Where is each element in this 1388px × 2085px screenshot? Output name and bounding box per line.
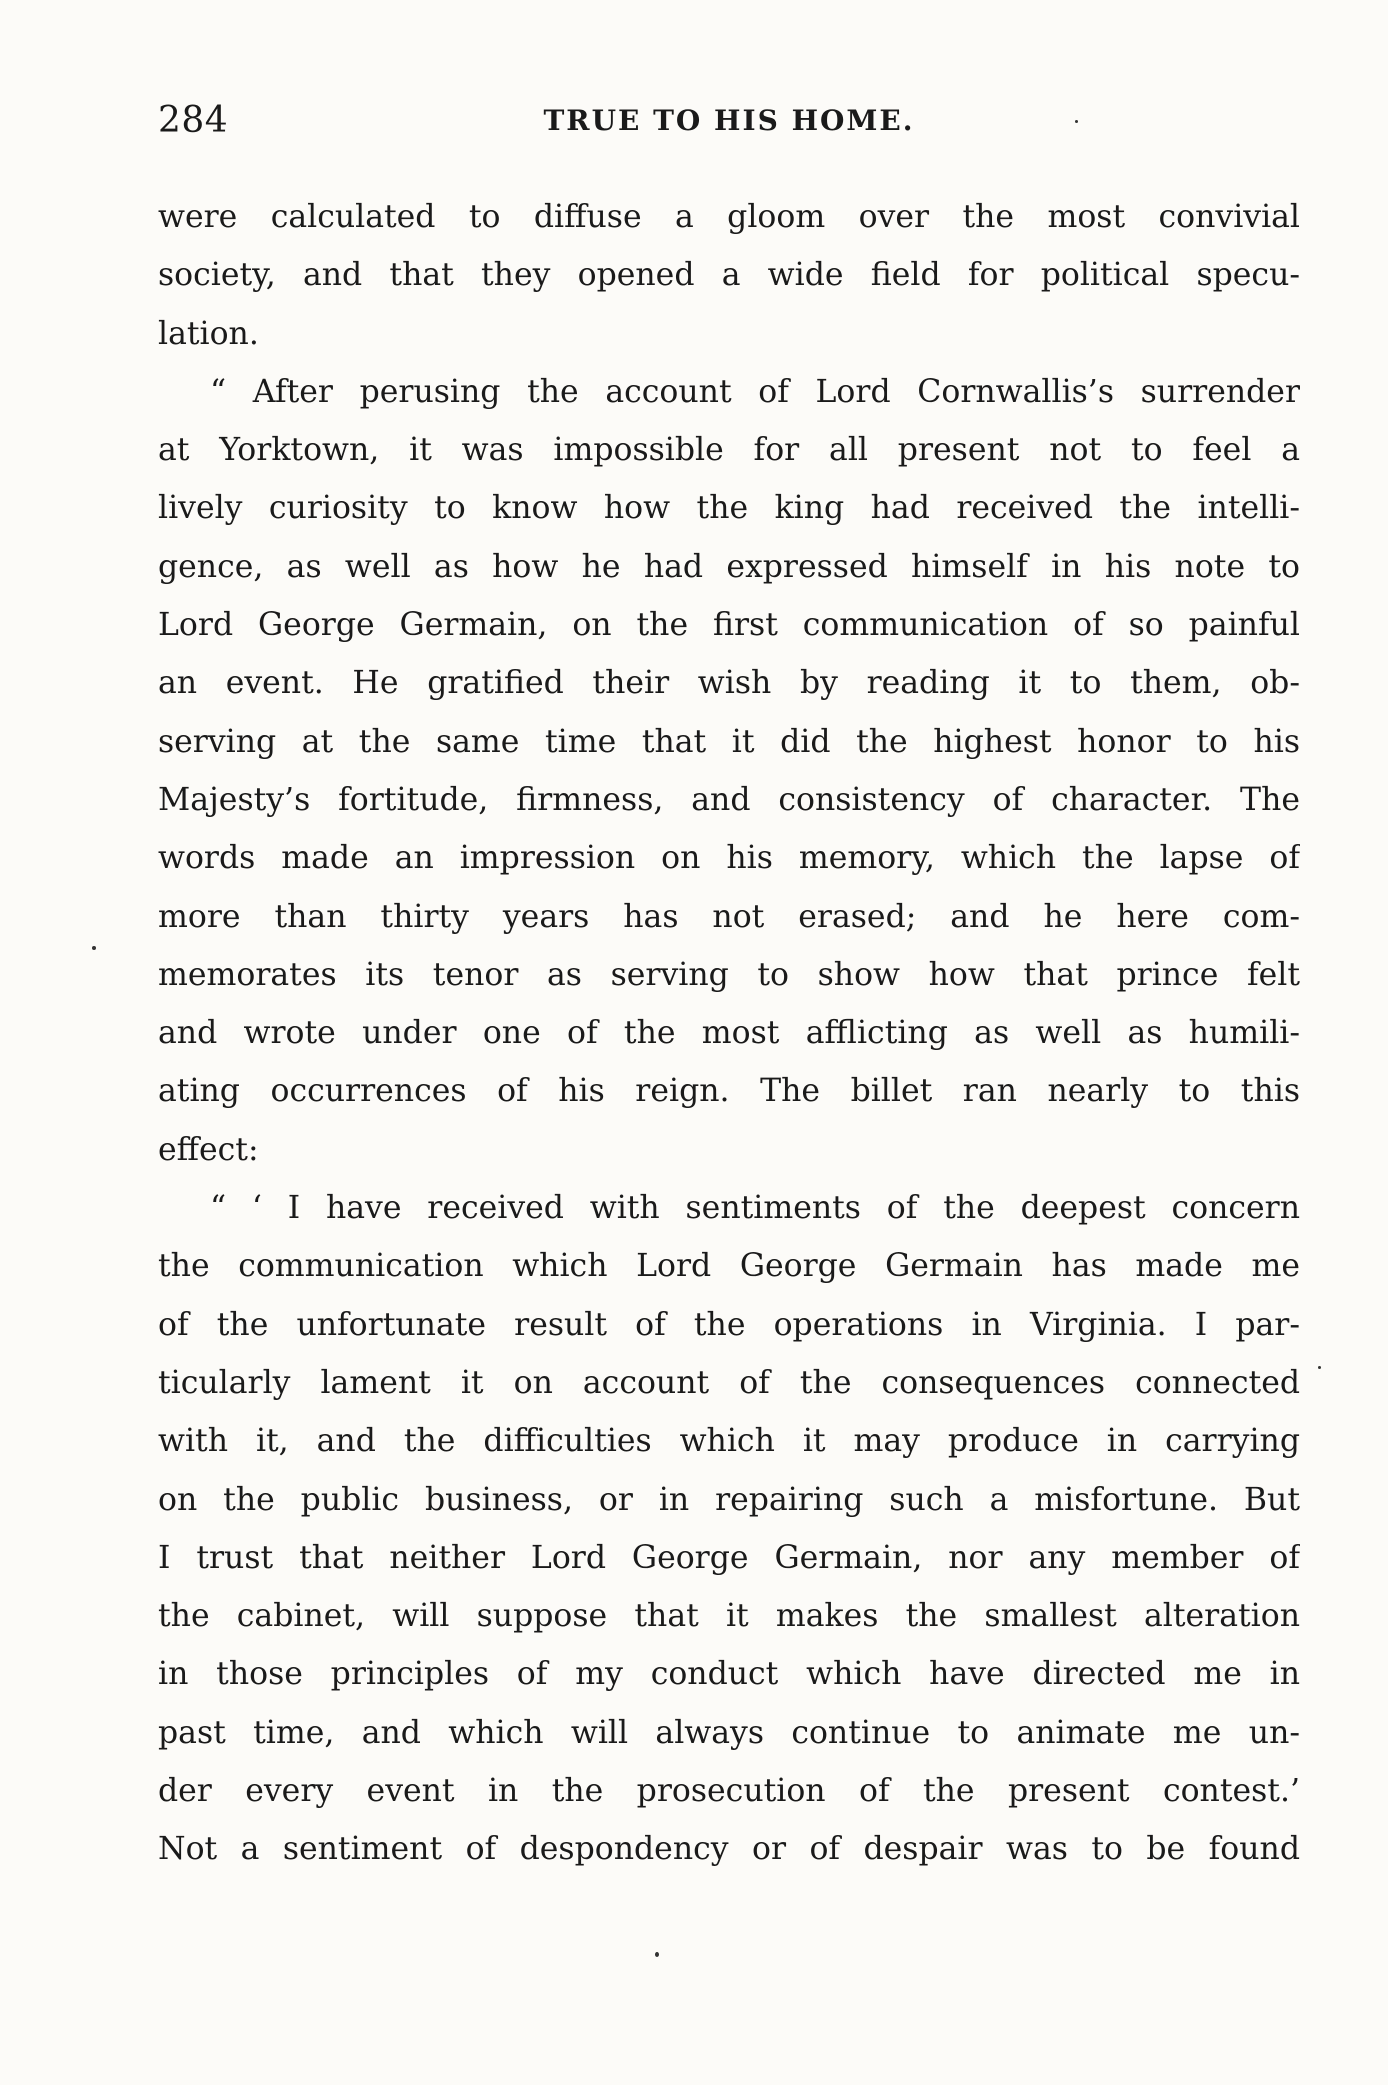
text-line: words made an impression on his memory, which the lapse of: [158, 840, 1300, 877]
text-line: effect:: [158, 1131, 259, 1168]
text-line: memorates its tenor as serving to show how that prince felt: [158, 956, 1300, 993]
text-line: society, and that they opened a wide field for political specu-: [158, 257, 1300, 294]
body-text: [158, 188, 1300, 1879]
ink-speck: [1318, 1366, 1321, 1369]
ink-speck: [655, 1952, 659, 1957]
text-line: Lord George Germain, on the first communication of so painful: [158, 607, 1300, 644]
text-line: on the public business, or in repairing such a misfortune. But: [158, 1481, 1300, 1518]
text-line: ticularly lament it on account of the consequences connected: [158, 1364, 1300, 1401]
running-title: TRUE TO HIS HOME.: [543, 104, 915, 137]
ink-speck: [1075, 120, 1078, 123]
text-line: der every event in the prosecution of the present contest.’: [158, 1773, 1300, 1810]
text-line: the communication which Lord George Germain has made me: [158, 1248, 1300, 1285]
text-line: Not a sentiment of despondency or of despair was to be found: [158, 1831, 1300, 1868]
text-line: of the unfortunate result of the operations in Virginia. I par-: [158, 1306, 1300, 1343]
paragraph-start-line: “ ‘ I have received with sentiments of the deepest concern: [210, 1190, 1300, 1227]
paragraph-start-line: “ After perusing the account of Lord Cornwallis’s surrender: [210, 373, 1300, 410]
text-line: were calculated to diffuse a gloom over the most convivial: [158, 199, 1300, 235]
text-line: lation.: [158, 315, 259, 352]
text-line: the cabinet, will suppose that it makes the smallest alteration: [158, 1598, 1300, 1635]
text-line: ating occurrences of his reign. The billet ran nearly to this: [158, 1073, 1300, 1110]
text-line: gence, as well as how he had expressed himself in his note to: [158, 548, 1300, 585]
text-line: more than thirty years has not erased; and he here com-: [158, 898, 1300, 935]
text-line: and wrote under one of the most afflicting as well as humili-: [158, 1015, 1300, 1052]
text-line: in those principles of my conduct which have directed me in: [158, 1656, 1300, 1693]
text-line: Majesty’s fortitude, firmness, and consistency of character. The: [158, 781, 1300, 818]
running-head: [158, 100, 1300, 148]
ink-speck: [92, 946, 96, 950]
text-line: an event. He gratified their wish by reading it to them, ob-: [158, 665, 1300, 702]
page-number: 284: [158, 100, 229, 141]
text-line: serving at the same time that it did the highest honor to his: [158, 723, 1300, 760]
text-line: past time, and which will always continue to animate me un-: [158, 1714, 1300, 1751]
text-line: I trust that neither Lord George Germain, nor any member of: [158, 1539, 1300, 1576]
text-line: lively curiosity to know how the king had received the intelli-: [158, 490, 1300, 527]
text-line: at Yorktown, it was impossible for all present not to feel a: [158, 432, 1300, 469]
text-line: with it, and the difficulties which it may produce in carrying: [158, 1423, 1300, 1460]
